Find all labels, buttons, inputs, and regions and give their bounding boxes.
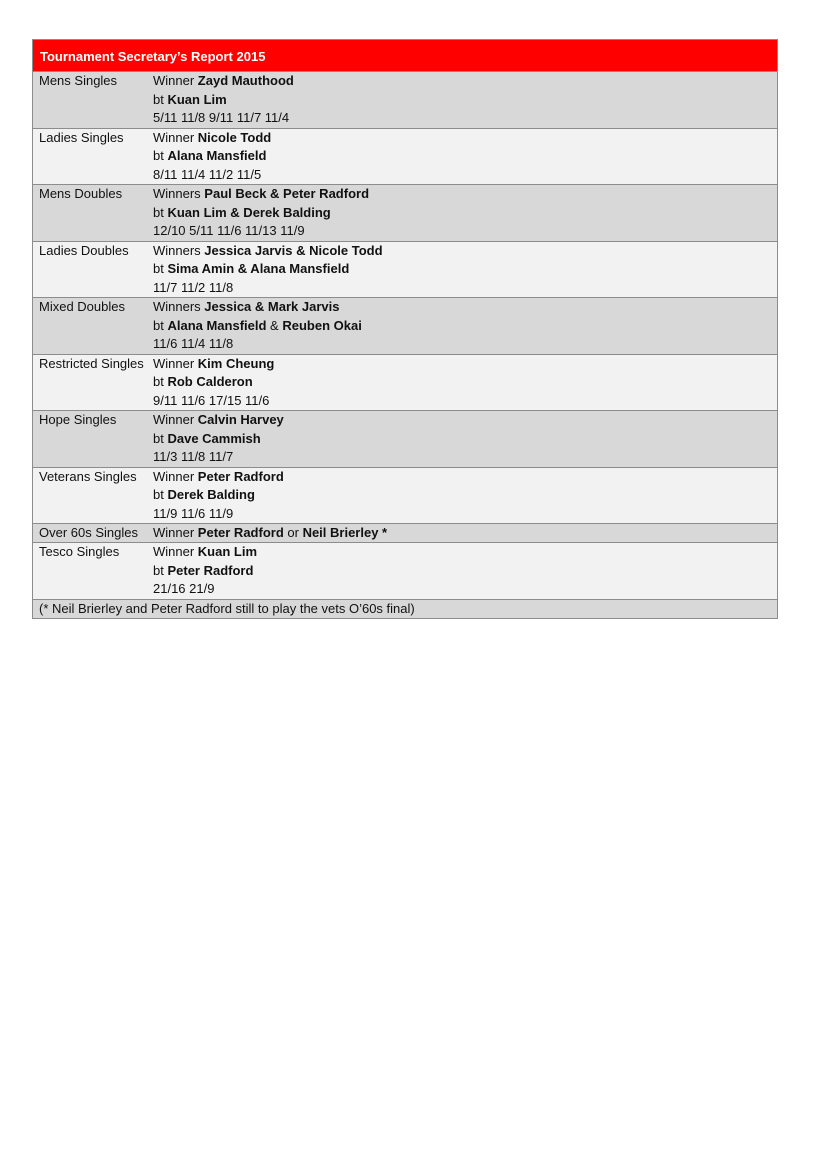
event-category: Ladies Doubles [39,242,129,258]
winner-name: Jessica Jarvis & Nicole Todd [204,242,383,258]
score: 9/11 11/6 17/15 11/6 [153,392,270,408]
loser-name: Dave Cammish [167,430,261,446]
score: 11/3 11/8 11/7 [153,449,234,464]
winner-name: Calvin Harvey [197,412,284,427]
event-category: Mixed Doubles [39,299,125,314]
loser-name: Sima Amin & Alana Mansfield [167,261,350,276]
winner-name: Kim Cheung [197,355,275,371]
event-result: Winners Paul Beck & Peter Radford bt Kuan Lim & Derek Balding 12/10 5/11 11/6 11/13 11/9 [153,185,777,241]
event-result: Winner Zayd Mauthood bt Kuan Lim 5/11 11/8 9/11 11/7 11/4 [153,72,777,128]
event-result: Winner Nicole Todd bt Alana Mansfield 8/11 11/4 11/2 11/5 [153,129,777,185]
event-category: Mens Doubles [39,186,123,201]
winner-name: Peter Radford [197,468,284,484]
event-result: Winner Kim Cheung bt Rob Calderon 9/11 11/6 17/15 11/6 [153,355,777,411]
event-category: Hope Singles [39,412,117,427]
score: 12/10 5/11 11/6 11/13 11/9 [153,223,305,238]
loser-name: Rob Calderon [167,374,253,389]
winner-name-alt: Neil Brierley * [302,525,388,540]
event-category: Mens Singles [39,73,118,88]
winner-name: Jessica & Mark Jarvis [204,299,340,314]
event-row [33,411,777,468]
score: 11/6 11/4 11/8 [153,336,234,351]
winner-name: Kuan Lim [197,544,258,559]
loser-name: Alana Mansfield [167,148,267,163]
event-row [33,524,777,543]
winner-name: Nicole Todd [197,129,272,145]
event-category: Restricted Singles [39,355,144,371]
event-result: Winner Peter Radford or Neil Brierley * [153,525,388,540]
event-row [33,355,777,412]
score: 21/16 21/9 [153,581,215,596]
event-category: Over 60s Singles [39,525,138,540]
event-result: Winner Peter Radford bt Derek Balding 11/9 11/6 11/9 [153,468,777,524]
event-row [33,242,777,299]
footnote: (* Neil Brierley and Peter Radford still to play the vets O’60s final) [33,600,777,619]
score: 11/7 11/2 11/8 [153,279,234,295]
event-result: Winners Jessica Jarvis & Nicole Todd bt Sima Amin & Alana Mansfield 11/7 11/2 11/8 [153,242,777,298]
loser-name: Alana Mansfield [167,317,267,333]
event-row [33,543,777,600]
loser-name: Kuan Lim & Derek Balding [167,204,331,220]
event-row [33,468,777,525]
winner-name: Peter Radford [197,525,284,540]
event-result: Winners Jessica & Mark Jarvis bt Alana Mansfield & Reuben Okai 11/6 11/4 11/8 [153,298,777,354]
winner-name: Zayd Mauthood [197,73,294,88]
loser-name: Derek Balding [167,487,255,502]
event-result: Winner Calvin Harvey bt Dave Cammish 11/3 11/8 11/7 [153,411,777,467]
event-category: Ladies Singles [39,129,124,145]
event-row [33,298,777,355]
score: 8/11 11/4 11/2 11/5 [153,166,262,182]
event-row [33,129,777,186]
winner-name: Paul Beck & Peter Radford [204,186,370,201]
event-category: Tesco Singles [39,544,120,559]
loser-name: Reuben Okai [282,317,362,333]
loser-name: Kuan Lim [167,91,227,107]
score: 11/9 11/6 11/9 [153,505,234,521]
results-table [32,39,778,619]
event-row [33,185,777,242]
loser-name: Peter Radford [167,562,254,578]
score: 5/11 11/8 9/11 11/7 11/4 [153,110,290,125]
report-title: Tournament Secretary’s Report 2015 [33,40,777,72]
event-row [33,72,777,129]
event-result: Winner Kuan Lim bt Peter Radford 21/16 21/9 [153,543,777,599]
event-category: Veterans Singles [39,468,137,484]
